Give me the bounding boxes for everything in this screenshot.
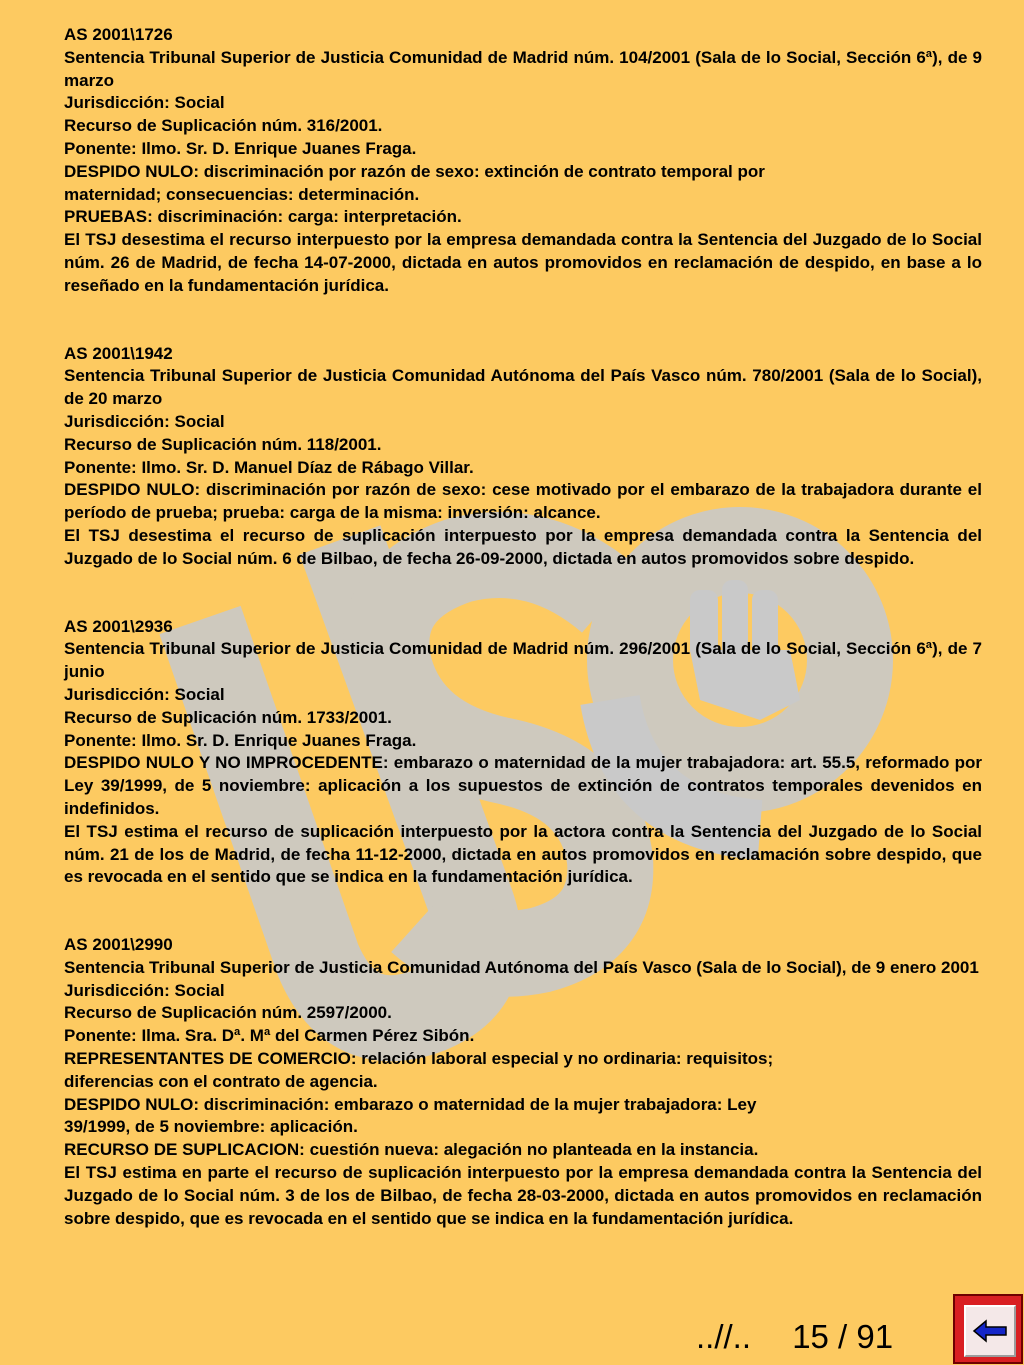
case-reference: AS 2001\1942 [64,343,173,363]
case-speaker: Ponente: Ilmo. Sr. D. Enrique Juanes Fraga. [64,138,417,158]
case-entry [64,616,982,890]
case-title: Sentencia Tribunal Superior de Justicia Comunidad de Madrid núm. 104/2001 (Sala de lo Social, Sección 6ª), de 9 marzo [64,47,982,90]
back-button-face [964,1305,1016,1357]
case-reference: AS 2001\2936 [64,616,173,636]
case-jurisdiction: Jurisdicción: Social [64,411,225,431]
case-speaker: Ponente: Ilmo. Sr. D. Enrique Juanes Fraga. [64,730,417,750]
continuation-link[interactable]: ..//.. [696,1318,752,1355]
case-title: Sentencia Tribunal Superior de Justicia Comunidad Autónoma del País Vasco núm. 780/2001 (Sala de lo Social), de 20 marzo [64,366,982,409]
case-topic: DESPIDO NULO Y NO IMPROCEDENTE: embarazo o maternidad de la mujer trabajadora: art. 55.5, reformado por Ley 39/1999, de 5 noviembre: aplicación a los supuestos de extinción de contratos temporales devenidos en indefinidos. [64,753,982,818]
case-topic: maternidad; consecuencias: determinación. [64,184,420,204]
case-title: Sentencia Tribunal Superior de Justicia Comunidad de Madrid núm. 296/2001 (Sala de lo Social, Sección 6ª), de 7 junio [64,639,982,682]
case-topic: DESPIDO NULO: discriminación por razón de sexo: cese motivado por el embarazo de la trabajadora durante el período de prueba; prueba: carga de la misma: inversión: alcance. [64,480,982,523]
page-footer [696,1318,893,1356]
case-appeal: Recurso de Suplicación núm. 118/2001. [64,434,382,454]
case-appeal: Recurso de Suplicación núm. 1733/2001. [64,707,392,727]
case-topic: diferencias con el contrato de agencia. [64,1071,378,1091]
case-summary: El TSJ estima el recurso de suplicación interpuesto por la actora contra la Sentencia del Juzgado de lo Social núm. 21 de los de Madrid, de fecha 11-12-2000, dictada en autos promovidos en reclamación sobre despido, que es revocada en el sentido que se indica en la fundamentación jurídica. [64,821,982,887]
back-button[interactable] [953,1294,1023,1364]
case-jurisdiction: Jurisdicción: Social [64,684,225,704]
case-topic: PRUEBAS: discriminación: carga: interpretación. [64,207,462,227]
page-number: 15 / 91 [792,1318,894,1355]
case-speaker: Ponente: Ilma. Sra. Dª. Mª del Carmen Pérez Sibón. [64,1026,475,1046]
case-topic: RECURSO DE SUPLICACION: cuestión nueva: alegación no planteada en la instancia. [64,1140,759,1160]
case-entry [64,24,982,298]
case-entry [64,934,982,1230]
case-topic: REPRESENTANTES DE COMERCIO: relación laboral especial y no ordinaria: requisitos; [64,1049,774,1069]
arrow-left-icon [972,1319,1008,1343]
case-topic: DESPIDO NULO: discriminación: embarazo o maternidad de la mujer trabajadora: Ley [64,1094,757,1114]
case-summary: El TSJ desestima el recurso de suplicación interpuesto por la empresa demandada contra la Sentencia del Juzgado de lo Social núm. 6 de Bilbao, de fecha 26-09-2000, dictada en autos promovidos sobre despido. [64,525,982,568]
case-speaker: Ponente: Ilmo. Sr. D. Manuel Díaz de Rábago Villar. [64,457,474,477]
case-jurisdiction: Jurisdicción: Social [64,980,225,1000]
case-appeal: Recurso de Suplicación núm. 2597/2000. [64,1003,392,1023]
case-title: Sentencia Tribunal Superior de Justicia Comunidad Autónoma del País Vasco (Sala de lo Social), de 9 enero 2001 [64,957,979,977]
case-reference: AS 2001\1726 [64,25,173,44]
case-reference: AS 2001\2990 [64,935,173,955]
case-topic: 39/1999, de 5 noviembre: aplicación. [64,1117,358,1137]
case-jurisdiction: Jurisdicción: Social [64,93,225,113]
case-topic: DESPIDO NULO: discriminación por razón de sexo: extinción de contrato temporal por [64,161,765,181]
document-body [64,24,982,1230]
case-appeal: Recurso de Suplicación núm. 316/2001. [64,116,383,136]
case-entry [64,343,982,571]
case-summary: El TSJ estima en parte el recurso de suplicación interpuesto por la empresa demandada contra la Sentencia del Juzgado de lo Social núm. 3 de los de Bilbao, de fecha 28-03-2000, dictada en autos promovidos en reclamación sobre despido, que es revocada en el sentido que se indica en la fundamentación jurídica. [64,1163,982,1228]
case-summary: El TSJ desestima el recurso interpuesto por la empresa demandada contra la Sentencia del Juzgado de lo Social núm. 26 de Madrid, de fecha 14-07-2000, dictada en autos promovidos en reclamación de despido, en base a lo reseñado en la fundamentación jurídica. [64,230,982,295]
